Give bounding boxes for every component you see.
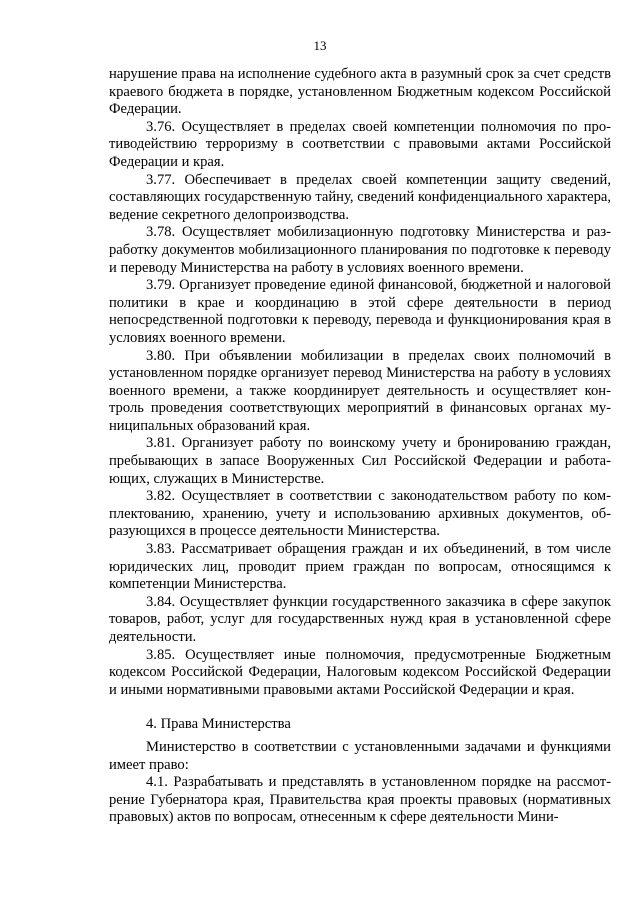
- section-heading: 4. Права Министерства: [146, 716, 291, 733]
- paragraph-3-77: 3.77. Обеспечивает в пределах своей компетенции защиту сведений, составляющих государственную тайну, сведений конфиденциального характера, ведение секретного делопроизводства.: [109, 171, 611, 223]
- section-intro: Министерство в соответствии с установленными задачами и функциями имеет право:: [109, 738, 611, 773]
- paragraph-3-85: 3.85. Осуществляет иные полномочия, предусмотренные Бюджетным кодексом Российской Федерации, Налоговым кодексом Российской Федерации и иными нормативными правовыми актами Российской Федерации и края.: [109, 646, 611, 698]
- paragraph-4-1: 4.1. Разрабатывать и представлять в установленном порядке на рассмотрение Губернатора края, Правительства края проекты правовых (нормативных правовых) актов по вопросам, отнесенным к сфере деятельности Мини-: [109, 774, 611, 826]
- paragraph-3-81: 3.81. Организует работу по воинскому учету и бронированию граждан, пребывающих в запасе Вооруженных Сил Российской Федерации и работающих, служащих в Министерстве.: [109, 435, 611, 487]
- paragraph-3-79: 3.79. Организует проведение единой финансовой, бюджетной и налоговой политики в крае и координацию в этой сфере деятельности в период непосредственной подготовки к переводу, перевода и функционирования края в условиях военного времени.: [109, 277, 611, 346]
- paragraph-3-80: 3.80. При объявлении мобилизации в пределах своих полномочий в установленном порядке организует перевод Министерства на работу в условиях военного времени, а также координирует деятельность и осуществляет контроль проведения соответствующих мероприятий в финансовых органах муниципальных образований края.: [109, 347, 611, 434]
- paragraph-3-84: 3.84. Осуществляет функции государственного заказчика в сфере закупок товаров, работ, услуг для государственных нужд края в установленной сфере деятельности.: [109, 593, 611, 645]
- paragraph-continuation: нарушение права на исполнение судебного акта в разумный срок за счет средств краевого бюджета в порядке, установленном Бюджетным кодексом Российской Федерации.: [109, 66, 611, 118]
- paragraph-3-82: 3.82. Осуществляет в соответствии с законодательством работу по комплектованию, хранению, учету и использованию архивных документов, образующихся в процессе деятельности Министерства.: [109, 488, 611, 540]
- paragraph-3-83: 3.83. Рассматривает обращения граждан и их объединений, в том числе юридических лиц, проводит прием граждан по вопросам, относящимся к компетенции Министерства.: [109, 541, 611, 593]
- paragraph-3-78: 3.78. Осуществляет мобилизационную подготовку Министерства и разработку документов мобилизационного планирования по подготовке к переводу и переводу Министерства на работу в условиях военного времени.: [109, 224, 611, 276]
- document-body: [109, 66, 611, 827]
- paragraph-3-76: 3.76. Осуществляет в пределах своей компетенции полномочия по противодействию терроризму в соответствии с правовыми актами Российской Федерации и края.: [109, 118, 611, 170]
- page-number: 13: [313, 38, 327, 53]
